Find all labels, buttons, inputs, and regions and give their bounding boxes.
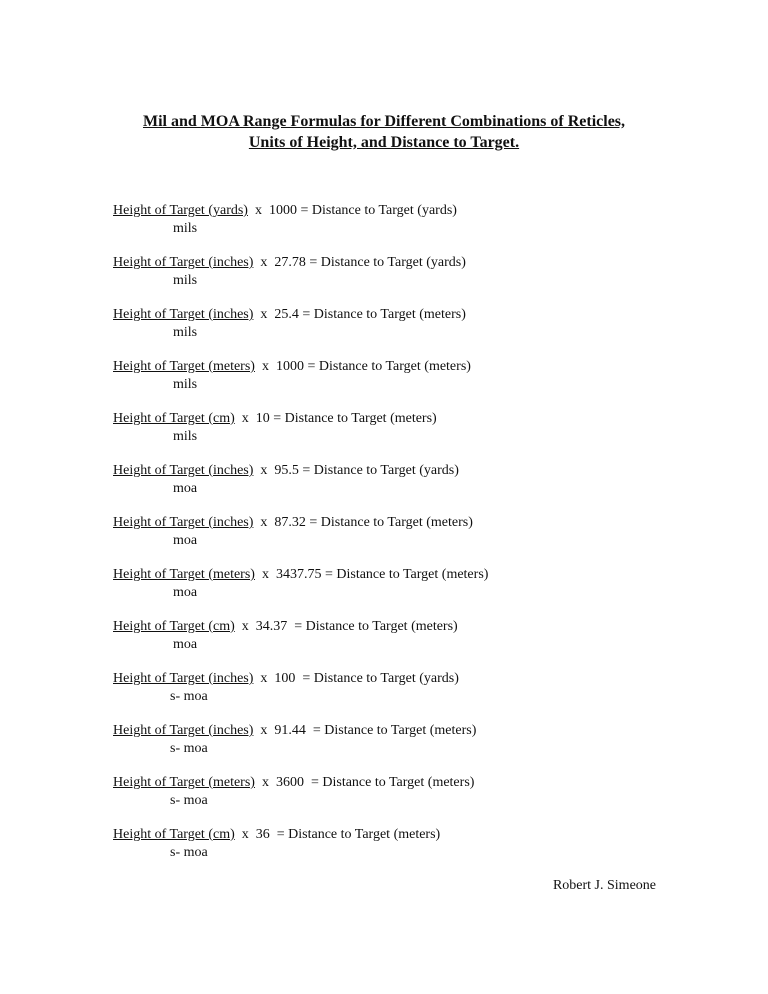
formula-factor: x 27.78 = Distance to Target (yards)	[253, 255, 466, 270]
height-of-target-label: Height of Target (cm)	[113, 827, 235, 842]
formula-unit: moa	[173, 585, 198, 600]
formula-numerator	[113, 722, 673, 740]
document-title-line-1: Mil and MOA Range Formulas for Different Combinations of Reticles,	[142, 113, 626, 130]
formula-numerator	[113, 514, 673, 532]
formula-unit: s- moa	[170, 845, 208, 860]
formula-numerator	[113, 306, 673, 324]
formula-unit: s- moa	[170, 741, 208, 756]
height-of-target-label: Height of Target (inches)	[113, 671, 254, 686]
formula-item	[113, 410, 673, 462]
height-of-target-label: Height of Target (inches)	[113, 463, 254, 478]
formula-factor: x 34.37 = Distance to Target (meters)	[234, 619, 458, 634]
document-title-line-2: Units of Height, and Distance to Target.	[248, 134, 520, 151]
formula-unit: moa	[173, 481, 198, 496]
height-of-target-label: Height of Target (inches)	[113, 307, 254, 322]
formula-unit: mils	[173, 221, 198, 236]
formula-item	[113, 514, 673, 566]
formula-numerator	[113, 462, 673, 480]
formula-numerator	[113, 670, 673, 688]
formula-unit: s- moa	[170, 689, 208, 704]
formula-unit: mils	[173, 429, 198, 444]
formula-numerator	[113, 254, 673, 272]
height-of-target-label: Height of Target (inches)	[113, 515, 254, 530]
formula-factor: x 1000 = Distance to Target (yards)	[247, 203, 457, 218]
formula-item	[113, 254, 673, 306]
formula-numerator	[113, 826, 673, 844]
formula-factor: x 1000 = Distance to Target (meters)	[254, 359, 471, 374]
formula-item	[113, 618, 673, 670]
formula-factor: x 10 = Distance to Target (meters)	[234, 411, 437, 426]
height-of-target-label: Height of Target (cm)	[113, 411, 235, 426]
formula-item	[113, 670, 673, 722]
formula-factor: x 36 = Distance to Target (meters)	[234, 827, 441, 842]
height-of-target-label: Height of Target (meters)	[113, 775, 255, 790]
height-of-target-label: Height of Target (cm)	[113, 619, 235, 634]
height-of-target-label: Height of Target (inches)	[113, 255, 254, 270]
formula-numerator	[113, 410, 673, 428]
formula-factor: x 87.32 = Distance to Target (meters)	[253, 515, 473, 530]
formula-item	[113, 722, 673, 774]
formula-factor: x 100 = Distance to Target (yards)	[253, 671, 459, 686]
formula-factor: x 91.44 = Distance to Target (meters)	[253, 723, 477, 738]
formula-factor: x 95.5 = Distance to Target (yards)	[253, 463, 459, 478]
formula-factor: x 3437.75 = Distance to Target (meters)	[254, 567, 489, 582]
formula-item	[113, 462, 673, 514]
height-of-target-label: Height of Target (meters)	[113, 359, 255, 374]
formula-unit: mils	[173, 377, 198, 392]
formula-numerator	[113, 358, 673, 376]
formula-numerator	[113, 618, 673, 636]
formula-numerator	[113, 774, 673, 792]
author-signature: Robert J. Simeone	[552, 878, 656, 893]
formula-item	[113, 358, 673, 410]
formula-unit: mils	[173, 325, 198, 340]
formula-unit: s- moa	[170, 793, 208, 808]
formula-item	[113, 306, 673, 358]
formula-item	[113, 774, 673, 826]
formula-item	[113, 826, 673, 878]
formula-list	[113, 202, 673, 878]
formula-numerator	[113, 202, 673, 220]
formula-item	[113, 202, 673, 254]
formula-numerator	[113, 566, 673, 584]
height-of-target-label: Height of Target (yards)	[113, 203, 248, 218]
height-of-target-label: Height of Target (meters)	[113, 567, 255, 582]
formula-factor: x 3600 = Distance to Target (meters)	[254, 775, 475, 790]
formula-unit: moa	[173, 533, 198, 548]
formula-unit: moa	[173, 637, 198, 652]
formula-factor: x 25.4 = Distance to Target (meters)	[253, 307, 466, 322]
height-of-target-label: Height of Target (inches)	[113, 723, 254, 738]
formula-item	[113, 566, 673, 618]
formula-unit: mils	[173, 273, 198, 288]
